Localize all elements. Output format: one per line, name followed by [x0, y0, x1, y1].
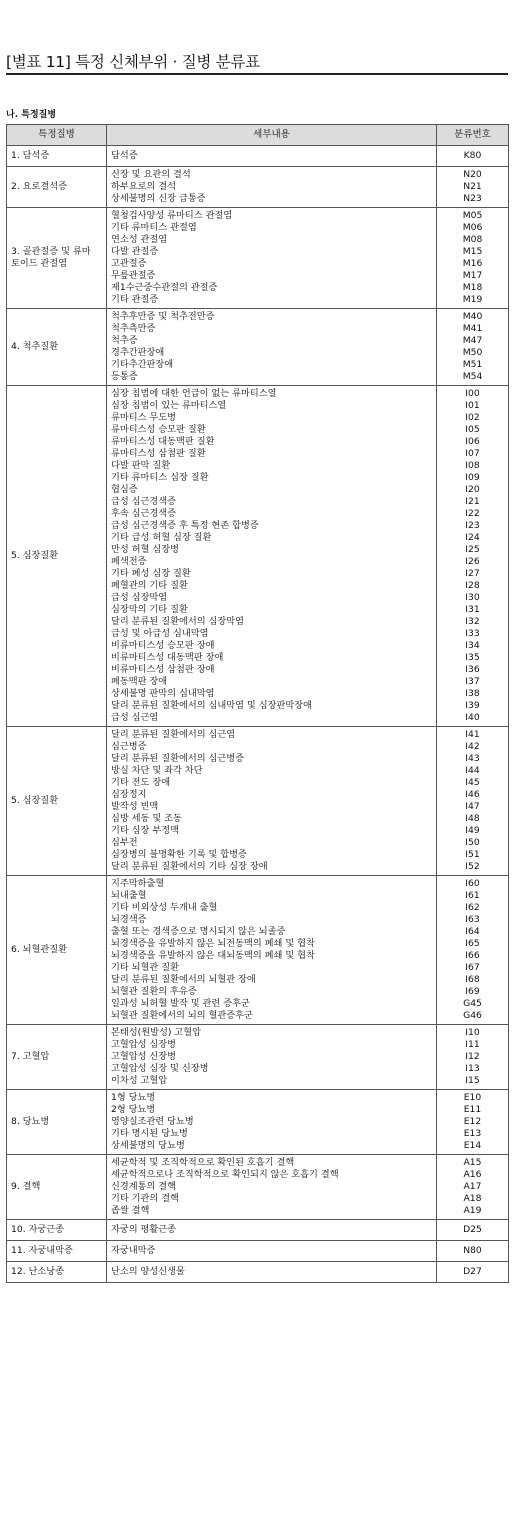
- detail-item: 자궁내막증: [111, 1245, 156, 1256]
- detail-item: 심부전: [111, 837, 138, 848]
- classification-code: I51: [465, 849, 480, 860]
- detail-item: 류마티스성 삼첨판 질환: [111, 448, 206, 459]
- classification-code: I02: [465, 412, 480, 423]
- detail-item: 난소의 양성신생물: [111, 1266, 185, 1277]
- detail-item: 신경계통의 결핵: [111, 1181, 177, 1192]
- classification-code: I07: [465, 448, 480, 459]
- code-cell: [437, 386, 509, 727]
- detail-item: 2형 당뇨병: [111, 1104, 156, 1115]
- table-row: [7, 167, 509, 208]
- classification-code: I24: [465, 532, 480, 543]
- classification-code: I37: [465, 676, 480, 687]
- detail-item: 상세불명 판막의 심내막염: [111, 688, 215, 699]
- classification-code: A16: [463, 1169, 482, 1180]
- detail-item: 경추간판장애: [111, 347, 165, 358]
- classification-code: I30: [465, 592, 480, 603]
- disease-name-cell: 9. 결핵: [7, 1155, 107, 1220]
- detail-item: 척추후만증 및 척추전만증: [111, 311, 215, 322]
- detail-item: 하부요로의 결석: [111, 181, 177, 192]
- detail-item: 급성 심근경색증 후 특정 현존 합병증: [111, 520, 259, 531]
- classification-code: I25: [465, 544, 480, 555]
- detail-item: 자궁의 평활근종: [111, 1224, 177, 1235]
- classification-code: M40: [462, 311, 483, 322]
- classification-code: I33: [465, 628, 480, 639]
- detail-item: 심근병증: [111, 741, 147, 752]
- detail-item: 연소성 관절염: [111, 234, 168, 245]
- classification-code: I36: [465, 664, 480, 675]
- detail-item: 제1수근중수관절의 관절증: [111, 282, 218, 293]
- detail-cell: [107, 309, 437, 386]
- code-cell: [437, 876, 509, 1025]
- detail-item: 기타 전도 장애: [111, 777, 171, 788]
- detail-item: 기타 류마티스 관절염: [111, 222, 197, 233]
- code-cell: [437, 1220, 509, 1241]
- detail-cell: [107, 208, 437, 309]
- code-cell: [437, 167, 509, 208]
- classification-code: E14: [463, 1140, 482, 1151]
- classification-code: D25: [463, 1224, 482, 1235]
- detail-item: 심장 침범에 대한 언급이 없는 류마티스열: [111, 388, 277, 399]
- detail-cell: [107, 876, 437, 1025]
- detail-item: 다발 관절증: [111, 246, 159, 257]
- disease-name-cell: 3. 골관절증 및 류마 토이드 관절염: [7, 208, 107, 309]
- detail-item: 1형 당뇨병: [111, 1092, 156, 1103]
- detail-item: 기타 폐성 심장 질환: [111, 568, 191, 579]
- classification-code: I64: [465, 926, 480, 937]
- classification-code: M17: [462, 270, 483, 281]
- disease-name-cell: 2. 요로결석증: [7, 167, 107, 208]
- detail-item: 고혈압성 심장 및 신장병: [111, 1063, 209, 1074]
- disease-name-cell: 11. 자궁내막증: [7, 1241, 107, 1262]
- classification-code: N80: [463, 1245, 482, 1256]
- title-underline: [6, 73, 508, 75]
- table-row: [7, 876, 509, 1025]
- disease-classification-table: [6, 124, 509, 1283]
- code-cell: [437, 309, 509, 386]
- detail-item: 급성 심근경색증: [111, 496, 177, 507]
- classification-code: I28: [465, 580, 480, 591]
- detail-item: 류마티스 무도병: [111, 412, 177, 423]
- classification-code: E10: [463, 1092, 482, 1103]
- detail-item: 급성 심근염: [111, 712, 159, 723]
- classification-code: I10: [465, 1027, 480, 1038]
- classification-code: G45: [463, 998, 482, 1009]
- classification-code: A15: [463, 1157, 482, 1168]
- table-header-row: [7, 125, 509, 146]
- detail-item: 만성 허혈 심장병: [111, 544, 179, 555]
- code-cell: [437, 1090, 509, 1155]
- detail-cell: [107, 1262, 437, 1283]
- detail-item: 협심증: [111, 484, 138, 495]
- classification-code: I34: [465, 640, 480, 651]
- table-row: [7, 208, 509, 309]
- classification-code: I61: [465, 890, 480, 901]
- classification-code: I40: [465, 712, 480, 723]
- detail-item: 상세불명의 신장 급통증: [111, 193, 206, 204]
- detail-item: 기타 비외상성 두개내 출혈: [111, 902, 218, 913]
- classification-code: I46: [465, 789, 480, 800]
- classification-code: I05: [465, 424, 480, 435]
- detail-cell: [107, 386, 437, 727]
- classification-code: M19: [462, 294, 483, 305]
- detail-item: 뇌경색증을 유발하지 않은 뇌전동맥의 폐쇄 및 협착: [111, 938, 315, 949]
- classification-code: I39: [465, 700, 480, 711]
- table-row: [7, 1220, 509, 1241]
- classification-code: M16: [462, 258, 483, 269]
- classification-code: I12: [465, 1051, 480, 1062]
- section-subtitle: 나. 특정질병: [6, 110, 57, 120]
- detail-item: 후속 심근경색증: [111, 508, 177, 519]
- classification-code: I49: [465, 825, 480, 836]
- classification-code: I45: [465, 777, 480, 788]
- detail-item: 영양실조관련 당뇨병: [111, 1116, 194, 1127]
- classification-code: M54: [462, 371, 483, 382]
- detail-item: 기타 명시된 당뇨병: [111, 1128, 188, 1139]
- detail-item: 출혈 또는 경색증으로 명시되지 않은 뇌졸중: [111, 926, 286, 937]
- detail-item: 급성 및 아급성 심내막염: [111, 628, 209, 639]
- classification-code: I32: [465, 616, 480, 627]
- detail-item: 발작성 빈맥: [111, 801, 159, 812]
- classification-code: I13: [465, 1063, 480, 1074]
- detail-item: 좁쌀 결핵: [111, 1205, 150, 1216]
- classification-code: E12: [463, 1116, 482, 1127]
- classification-code: I41: [465, 729, 480, 740]
- detail-item: 본태성(원발성) 고혈압: [111, 1027, 201, 1038]
- code-cell: [437, 1025, 509, 1090]
- detail-item: 비류마티스성 삼첨판 장애: [111, 664, 215, 675]
- detail-cell: [107, 727, 437, 876]
- detail-item: 담석증: [111, 150, 138, 161]
- detail-item: 기타 뇌혈관 질환: [111, 962, 179, 973]
- detail-item: 상세불명의 당뇨병: [111, 1140, 185, 1151]
- detail-item: 뇌혈관 질환에서의 뇌의 혈관증후군: [111, 1010, 253, 1021]
- detail-item: 기타 심장 부정맥: [111, 825, 179, 836]
- classification-code: I21: [465, 496, 480, 507]
- disease-name-cell: 8. 당뇨병: [7, 1090, 107, 1155]
- detail-item: 달리 분류된 질환에서의 심근염: [111, 729, 236, 740]
- detail-item: 세균학적 및 조직학적으로 확인된 호흡기 결핵: [111, 1157, 295, 1168]
- detail-item: 폐색전증: [111, 556, 147, 567]
- disease-name-cell: 1. 담석증: [7, 146, 107, 167]
- detail-item: 심장정지: [111, 789, 147, 800]
- detail-cell: [107, 1155, 437, 1220]
- table-row: [7, 146, 509, 167]
- detail-item: 뇌내출혈: [111, 890, 147, 901]
- disease-name-cell: 12. 난소낭종: [7, 1262, 107, 1283]
- detail-item: 달리 분류된 질환에서의 뇌혈관 장애: [111, 974, 256, 985]
- classification-code: I69: [465, 986, 480, 997]
- detail-item: 류마티스성 승모판 질환: [111, 424, 206, 435]
- classification-code: M05: [462, 210, 483, 221]
- detail-item: 기타 급성 허혈 심장 질환: [111, 532, 212, 543]
- classification-code: I15: [465, 1075, 480, 1086]
- detail-cell: [107, 1090, 437, 1155]
- classification-code: I26: [465, 556, 480, 567]
- detail-cell: [107, 167, 437, 208]
- classification-code: M51: [462, 359, 483, 370]
- detail-item: 심장막의 기타 질환: [111, 604, 188, 615]
- classification-code: I22: [465, 508, 480, 519]
- detail-item: 달리 분류된 질환에서의 심근병증: [111, 753, 245, 764]
- table-row: [7, 1155, 509, 1220]
- classification-code: A18: [463, 1193, 482, 1204]
- classification-code: I68: [465, 974, 480, 985]
- classification-code: I67: [465, 962, 480, 973]
- detail-cell: [107, 146, 437, 167]
- column-header-details: 세부내용: [107, 125, 437, 146]
- detail-item: 심방 세동 및 조동: [111, 813, 182, 824]
- classification-code: M06: [462, 222, 483, 233]
- table-row: [7, 309, 509, 386]
- classification-code: I20: [465, 484, 480, 495]
- detail-item: 고혈압성 심장병: [111, 1039, 177, 1050]
- classification-code: I60: [465, 878, 480, 889]
- detail-item: 류마티스성 대동맥판 질환: [111, 436, 215, 447]
- detail-item: 뇌혈관 질환의 후유증: [111, 986, 197, 997]
- detail-item: 폐동맥판 장애: [111, 676, 168, 687]
- column-header-disease: 특정질병: [7, 125, 107, 146]
- classification-code: E13: [463, 1128, 482, 1139]
- classification-code: I63: [465, 914, 480, 925]
- classification-code: K80: [463, 150, 482, 161]
- detail-item: 방실 차단 및 좌각 차단: [111, 765, 203, 776]
- disease-name-cell: 7. 고혈압: [7, 1025, 107, 1090]
- detail-item: 비류마티스성 대동맥판 장애: [111, 652, 224, 663]
- detail-item: 급성 심장막염: [111, 592, 168, 603]
- classification-code: I47: [465, 801, 480, 812]
- table-row: [7, 1241, 509, 1262]
- classification-code: I23: [465, 520, 480, 531]
- classification-code: D27: [463, 1266, 482, 1277]
- disease-name-cell: 6. 뇌혈관질환: [7, 876, 107, 1025]
- table-row: [7, 1090, 509, 1155]
- detail-item: 고관절증: [111, 258, 147, 269]
- classification-code: N20: [463, 169, 482, 180]
- classification-code: M15: [462, 246, 483, 257]
- code-cell: [437, 208, 509, 309]
- classification-code: E11: [463, 1104, 482, 1115]
- detail-item: 척추증: [111, 335, 138, 346]
- disease-name-cell: 4. 척추질환: [7, 309, 107, 386]
- detail-item: 무릎관절증: [111, 270, 156, 281]
- table-row: [7, 386, 509, 727]
- detail-item: 달리 분류된 질환에서의 심장막염: [111, 616, 245, 627]
- classification-code: I65: [465, 938, 480, 949]
- classification-code: I11: [465, 1039, 480, 1050]
- code-cell: [437, 146, 509, 167]
- detail-item: 심장병의 불명확한 기록 및 합병증: [111, 849, 247, 860]
- column-header-code: 분류번호: [437, 125, 509, 146]
- classification-code: M18: [462, 282, 483, 293]
- classification-code: I35: [465, 652, 480, 663]
- code-cell: [437, 1155, 509, 1220]
- detail-cell: [107, 1241, 437, 1262]
- classification-code: M08: [462, 234, 483, 245]
- disease-name-cell: 5. 심장질환: [7, 386, 107, 727]
- detail-item: 달리 분류된 질환에서의 심내막염 및 심장판막장애: [111, 700, 312, 711]
- classification-code: I08: [465, 460, 480, 471]
- detail-item: 뇌경색증을 유발하지 않은 대뇌동맥의 폐쇄 및 협착: [111, 950, 315, 961]
- detail-item: 기타 기관의 결핵: [111, 1193, 179, 1204]
- detail-cell: [107, 1220, 437, 1241]
- classification-code: I27: [465, 568, 480, 579]
- detail-item: 혈청검사양성 류마티스 관절염: [111, 210, 233, 221]
- detail-item: 등통증: [111, 371, 138, 382]
- detail-item: 신장 및 요관의 결석: [111, 169, 191, 180]
- detail-item: 달리 분류된 질환에서의 기타 심장 장애: [111, 861, 268, 872]
- detail-item: 비류마티스성 승모판 장애: [111, 640, 215, 651]
- detail-item: 기타추간판장애: [111, 359, 174, 370]
- classification-code: N23: [463, 193, 482, 204]
- detail-item: 고혈압성 신장병: [111, 1051, 177, 1062]
- document-title: [별표 11] 특정 신체부위 · 질병 분류표: [6, 53, 260, 71]
- classification-code: I00: [465, 388, 480, 399]
- classification-code: I38: [465, 688, 480, 699]
- code-cell: [437, 1241, 509, 1262]
- classification-code: A17: [463, 1181, 482, 1192]
- classification-code: M50: [462, 347, 483, 358]
- detail-item: 지주막하출혈: [111, 878, 165, 889]
- detail-item: 심장 침범이 있는 류마티스열: [111, 400, 227, 411]
- detail-item: 일과성 뇌허혈 발작 및 관련 증후군: [111, 998, 250, 1009]
- detail-item: 기타 류마티스 심장 질환: [111, 472, 209, 483]
- classification-code: I62: [465, 902, 480, 913]
- code-cell: [437, 727, 509, 876]
- classification-code: I43: [465, 753, 480, 764]
- table-row: [7, 727, 509, 876]
- detail-item: 기타 관절증: [111, 294, 159, 305]
- detail-cell: [107, 1025, 437, 1090]
- detail-item: 척추측만증: [111, 323, 156, 334]
- classification-code: I42: [465, 741, 480, 752]
- classification-code: I31: [465, 604, 480, 615]
- classification-code: I44: [465, 765, 480, 776]
- classification-code: I52: [465, 861, 480, 872]
- classification-code: I09: [465, 472, 480, 483]
- disease-name-cell: 5. 심장질환: [7, 727, 107, 876]
- detail-item: 폐혈관의 기타 질환: [111, 580, 188, 591]
- detail-item: 이차성 고혈압: [111, 1075, 168, 1086]
- classification-code: I50: [465, 837, 480, 848]
- classification-code: M41: [462, 323, 483, 334]
- detail-item: 세균학적으로나 조직학적으로 확인되지 않은 호흡기 결핵: [111, 1169, 339, 1180]
- classification-code: A19: [463, 1205, 482, 1216]
- table-row: [7, 1262, 509, 1283]
- classification-code: I06: [465, 436, 480, 447]
- classification-code: I48: [465, 813, 480, 824]
- classification-code: I66: [465, 950, 480, 961]
- table-row: [7, 1025, 509, 1090]
- classification-code: N21: [463, 181, 482, 192]
- disease-name-cell: 10. 자궁근종: [7, 1220, 107, 1241]
- classification-code: G46: [463, 1010, 482, 1021]
- classification-code: I01: [465, 400, 480, 411]
- table-body: [7, 146, 509, 1283]
- detail-item: 다발 판막 질환: [111, 460, 171, 471]
- detail-item: 뇌경색증: [111, 914, 147, 925]
- classification-code: M47: [462, 335, 483, 346]
- code-cell: [437, 1262, 509, 1283]
